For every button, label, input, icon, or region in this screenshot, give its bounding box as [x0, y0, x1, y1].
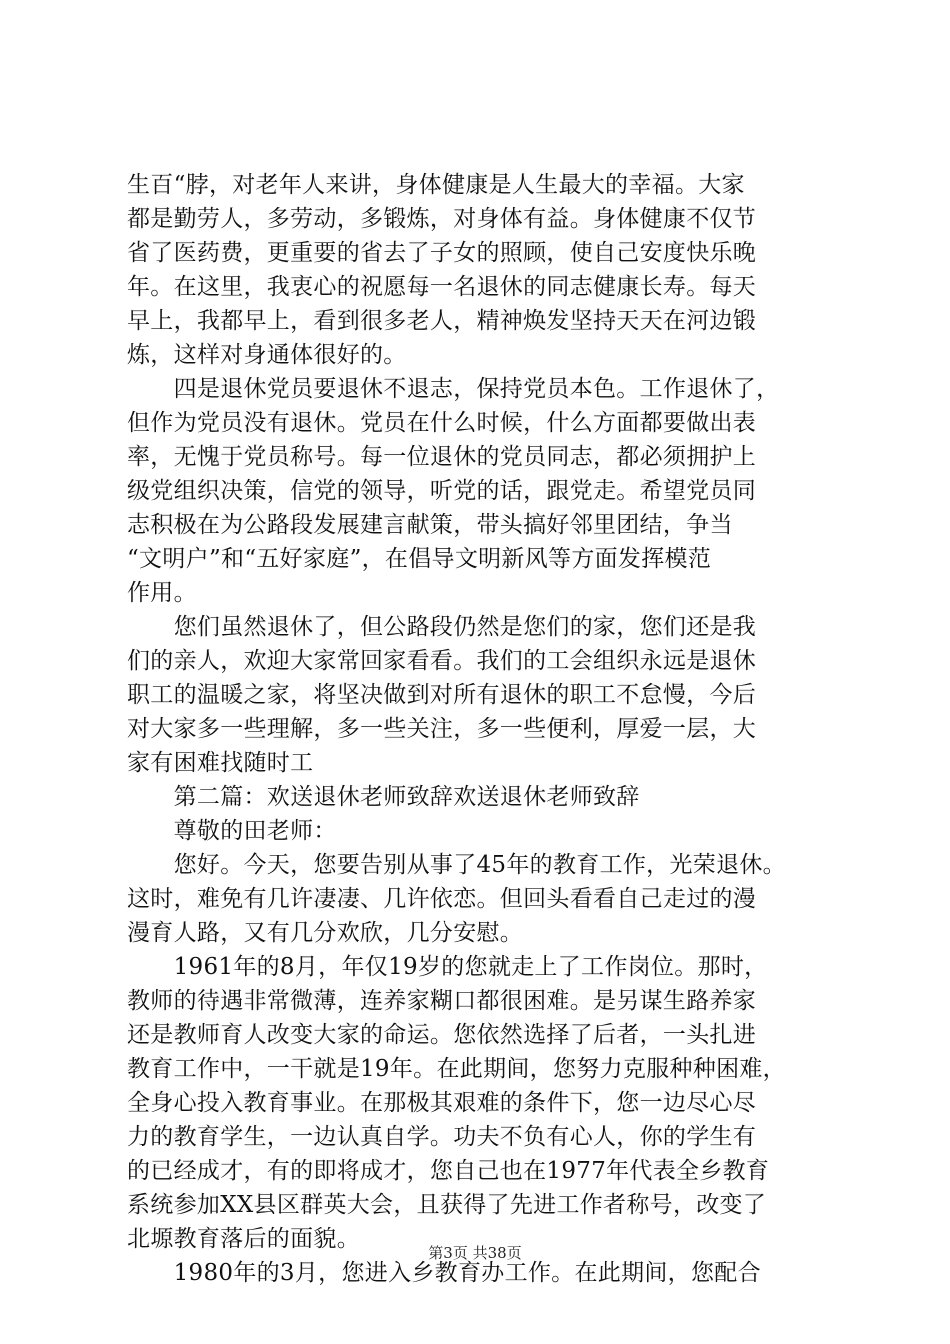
- text-line: 炼，这样对身通体很好的。: [127, 342, 407, 368]
- text-line: 1980年的3月，您进入乡教育办工作。在此期间，您配合: [127, 1260, 761, 1286]
- text-line: 全身心投入教育事业。在那极其艰难的条件下，您一边尽心尽: [127, 1090, 757, 1116]
- document-body: [127, 168, 832, 1290]
- text-line: 漫育人路，又有几分欢欣，几分安慰。: [127, 920, 524, 946]
- text-line: 您好。今天，您要告别从事了45年的教育工作，光荣退休。: [127, 852, 786, 878]
- text-line: 力的教育学生，一边认真自学。功夫不负有心人，你的学生有: [127, 1124, 757, 1150]
- salutation: 尊敬的田老师：: [127, 818, 337, 844]
- text-line: 1961年的8月，年仅19岁的您就走上了工作岗位。那时，: [127, 954, 768, 980]
- text-line: 早上，我都早上，看到很多老人，精神焕发坚持天天在河边锻: [127, 308, 757, 334]
- text-line: 但作为党员没有退休。党员在什么时候，什么方面都要做出表: [127, 410, 757, 436]
- text-line: 这时，难免有几许凄凄、几许依恋。但回头看看自己走过的漫: [127, 886, 757, 912]
- text-line: 作用。: [127, 580, 197, 606]
- text-line: 对大家多一些理解，多一些关注，多一些便利，厚爱一层，大: [127, 716, 757, 742]
- text-line: 志积极在为公路段发展建言献策，带头搞好邻里团结，争当: [127, 512, 733, 538]
- text-line: 年。在这里，我衷心的祝愿每一名退休的同志健康长寿。每天: [127, 274, 757, 300]
- text-line: 都是勤劳人，多劳动，多锻炼，对身体有益。身体健康不仅节: [127, 206, 757, 232]
- text-line: 的已经成才，有的即将成才，您自己也在1977年代表全乡教育: [127, 1158, 770, 1184]
- text-line: 们的亲人，欢迎大家常回家看看。我们的工会组织永远是退休: [127, 648, 757, 674]
- section-heading: 第二篇：欢送退休老师致辞欢送退休老师致辞: [127, 784, 640, 810]
- text-line: 系统参加XX县区群英大会，且获得了先进工作者称号，改变了: [127, 1192, 767, 1218]
- page-number-footer: 第3页 共38页: [428, 1244, 522, 1262]
- text-line: 教育工作中，一干就是19年。在此期间，您努力克服种种困难，: [127, 1056, 786, 1082]
- text-line: 职工的温暖之家，将坚决做到对所有退休的职工不怠慢，今后: [127, 682, 757, 708]
- text-line: 您们虽然退休了，但公路段仍然是您们的家，您们还是我: [127, 614, 757, 640]
- text-line: “文明户”和“五好家庭”，在倡导文明新风等方面发挥模范: [127, 546, 712, 572]
- text-line: 四是退休党员要退休不退志，保持党员本色。工作退休了，: [127, 376, 780, 402]
- text-line: 省了医药费，更重要的省去了子女的照顾，使自己安度快乐晚: [127, 240, 757, 266]
- text-line: 率，无愧于党员称号。每一位退休的党员同志，都必须拥护上: [127, 444, 757, 470]
- text-line: 生百“脖，对老年人来讲，身体健康是人生最大的幸福。大家: [127, 172, 745, 198]
- text-line: 教师的待遇非常微薄，连养家糊口都很困难。是另谋生路养家: [127, 988, 757, 1014]
- text-line: 还是教师育人改变大家的命运。您依然选择了后者，一头扎进: [127, 1022, 757, 1048]
- text-line: 级党组织决策，信党的领导，听党的话，跟党走。希望党员同: [127, 478, 757, 504]
- text-line: 家有困难找随时工: [127, 750, 314, 776]
- text-line: 北塬教育落后的面貌。: [127, 1226, 360, 1252]
